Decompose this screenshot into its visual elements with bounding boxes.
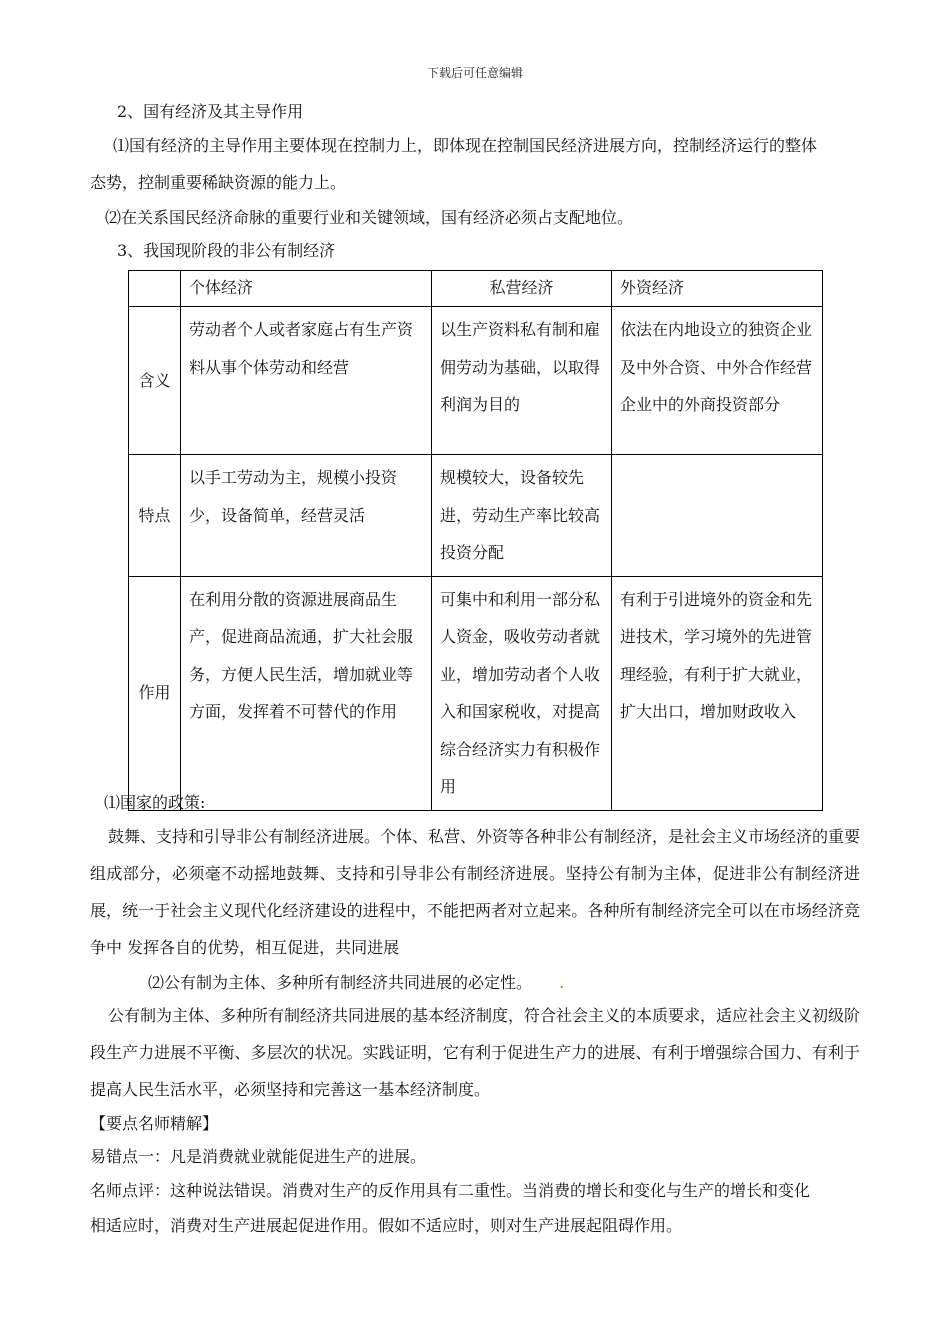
header-note: 下载后可任意编辑 (426, 66, 523, 80)
table-cell: 有利于引进境外的资金和先进技术，学习境外的先进管理经验，有利于扩大就业，扩大出口，增加财政收入 (612, 576, 823, 810)
necessity-title-row (148, 973, 564, 993)
table-cell: 以手工劳动为主，规模小投资少，设备简单，经营灵活 (181, 455, 432, 577)
row-label: 特点 (129, 455, 181, 577)
necessity-title: ⑵公有制为主体、多种所有制经济共同进展的必定性。 (148, 973, 533, 992)
policy-title: ⑴国家的政策: (104, 793, 206, 812)
table-cell: 劳动者个人或者家庭占有生产资料从事个体劳动和经营 (181, 307, 432, 455)
table-row (129, 307, 823, 455)
table-header-cell (129, 271, 181, 307)
economy-table (128, 270, 823, 811)
table-header-row (129, 271, 823, 307)
table-cell (612, 455, 823, 577)
table-cell: 可集中和利用一部分私人资金，吸收劳动者就业，增加劳动者个人收入和国家税收，对提高综合经济实力有积极作用 (432, 576, 612, 810)
policy-text: 鼓舞、支持和引导非公有制经济进展。个体、私营、外资等各种非公有制经济，是社会主义市场经济的重要组成部分，必须毫不动摇地鼓舞、支持和引导非公有制经济进展。坚持公有制为主体，促进非公有制经济进展，统一于社会主义现代化经济建设的进程中，不能把两者对立起来。各种所有制经济完全可以在市场经济竞争中 发挥各自的优势，相互促进，共同进展 (90, 827, 861, 957)
teacher-comment-line1: 名师点评：这种说法错误。消费对生产的反作用具有二重性。当消费的增长和变化与生产的增长和变化 (90, 1181, 811, 1200)
table-header-cell: 外资经济 (612, 271, 823, 307)
key-points-title: 【要点名师精解】 (90, 1114, 219, 1133)
table-row (129, 455, 823, 577)
table-cell: 以生产资料私有制和雇佣劳动为基础，以取得利润为目的 (432, 307, 612, 455)
stray-mark: . (559, 973, 565, 992)
teacher-comment-line2: 相适应时，消费对生产进展起促进作用。假如不适应时，则对生产进展起阻碍作用。 (90, 1216, 683, 1235)
section3-title: 3、我国现阶段的非公有制经济 (117, 241, 336, 260)
table-header-cell: 私营经济 (432, 271, 612, 307)
table-row (129, 576, 823, 810)
table-cell: 在利用分散的资源进展商品生产，促进商品流通，扩大社会服务，方便人民生活，增加就业等方面，发挥着不可替代的作用 (181, 576, 432, 810)
section2-p1-line2: 态势，控制重要稀缺资源的能力上。 (90, 173, 347, 192)
table-header-cell: 个体经济 (181, 271, 432, 307)
row-label: 含义 (129, 307, 181, 455)
section2-p2: ⑵在关系国民经济命脉的重要行业和关键领域，国有经济必须占支配地位。 (105, 208, 634, 227)
error-point-1: 易错点一：凡是消费就业就能促进生产的进展。 (90, 1147, 427, 1166)
table-cell: 规模较大，设备较先进，劳动生产率比较高 投资分配 (432, 455, 612, 577)
section2-title: 2、国有经济及其主导作用 (117, 102, 304, 121)
row-label: 作用 (129, 576, 181, 810)
table-cell: 依法在内地设立的独资企业及中外合资、中外合作经营企业中的外商投资部分 (612, 307, 823, 455)
section2-p1-line1: ⑴国有经济的主导作用主要体现在控制力上，即体现在控制国民经济进展方向，控制经济运行的整体 (113, 136, 818, 155)
necessity-text: 公有制为主体、多种所有制经济共同进展的基本经济制度，符合社会主义的本质要求，适应社会主义初级阶段生产力进展不平衡、多层次的状况。实践证明，它有利于促进生产力的进展、有利于增强综合国力、有利于提高人民生活水平，必须坚持和完善这一基本经济制度。 (90, 1006, 861, 1099)
